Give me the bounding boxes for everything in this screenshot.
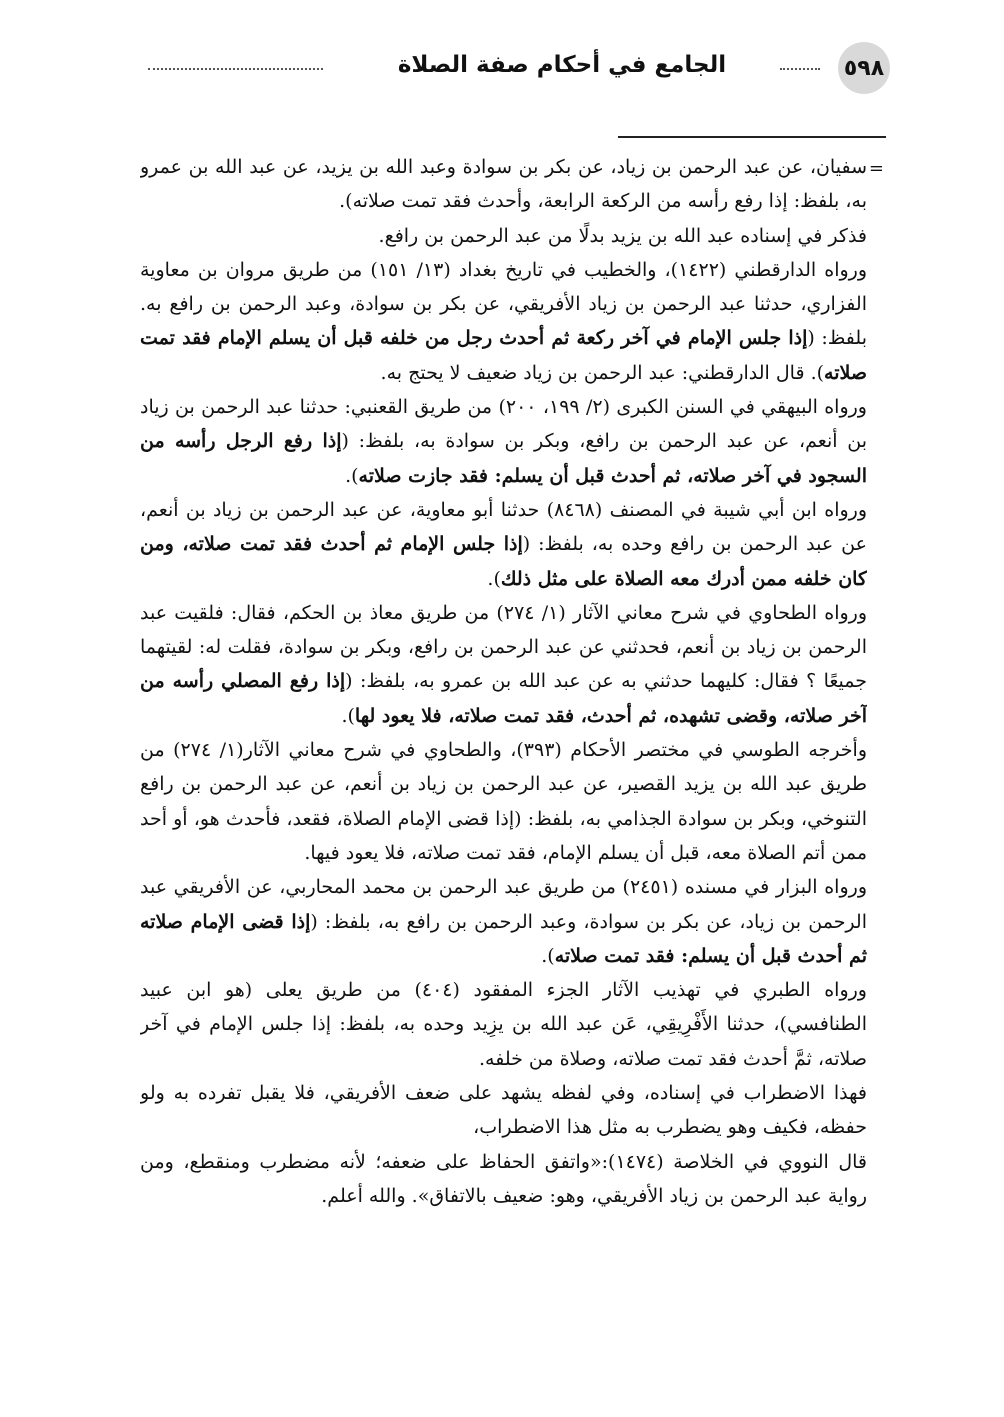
header-dots-right [780,68,820,70]
text-run: سفيان، عن عبد الرحمن بن زياد، عن بكر بن سوادة وعبد الله بن يزيد، عن عبد الله بن عمرو به، بلفظ: إذا رفع رأسه من الركعة الرابعة، وأحدث فقد تمت صلاته). [140,156,867,213]
quoted-text: إذا قضى الإمام صلاته ثم أحدث قبل أن يسلم: فقد تمت صلاته [140,910,867,967]
quoted-text: إذا رفع المصلي رأسه من آخر صلاته، وقضى تشهده، ثم أحدث، فقد تمت صلاته، فلا يعود لها [140,670,867,727]
book-title: الجامع في أحكام صفة الصلاة [397,52,727,78]
text-run: ). [541,944,555,967]
text-run: وأخرجه الطوسي في مختصر الأحكام (٣٩٣)، والطحاوي في شرح معاني الآثار(١/ ٢٧٤) من طريق عبد الله بن يزيد القصير، عن عبد الرحمن بن زياد بن أنعم، عن عبد الرحمن بن رافع التنوخي، وبكر بن سوادة الجذامي به، بلفظ: (إذا قضى الإمام الصلاة، فقعد، فأحدث هو، أو أحد ممن أتم الصلاة معه، قبل أن يسلم الإمام، فقد تمت صلاته، فلا يعود فيها. [140,739,867,864]
paragraph [140,253,867,390]
continuation-mark: = [868,158,884,179]
paragraph [140,390,867,493]
text-run: ). [341,704,355,727]
header-dots-left [148,68,323,70]
footnote-body [140,150,867,1330]
text-run: ورواه الدارقطني (١٤٢٢)، والخطيب في تاريخ بغداد (١٣/ ١٥١) من طريق مروان بن معاوية الفزاري، حدثنا عبد الرحمن بن زياد الأفريقي، عن بكر بن سوادة، وعبد الرحمن بن رافع به. بلفظ: ( [140,258,867,350]
paragraph [140,493,867,596]
text-run: ). قال الدارقطني: عبد الرحمن بن زياد ضعيف لا يحتج به. [380,361,825,384]
text-run: ورواه البزار في مسنده (٢٤٥١) من طريق عبد الرحمن بن محمد المحاربي، عن الأفريقي عبد الرحمن بن زياد، عن بكر بن سوادة، وعبد الرحمن بن رافع به، بلفظ: ( [140,876,867,933]
footnote-separator [618,136,886,138]
quoted-text: إذا جلس الإمام في آخر ركعة ثم أحدث رجل من خلفه قبل أن يسلم الإمام فقد تمت صلاته [140,327,867,384]
text-run: فهذا الاضطراب في إسناده، وفي لفظه يشهد على ضعف الأفريقي، فلا يقبل تفرده به ولو حفظه، فكيف وهو يضطرب به مثل هذا الاضطراب، [140,1082,867,1139]
text-run: قال النووي في الخلاصة (١٤٧٤):«واتفق الحفاظ على ضعفه؛ لأنه مضطرب ومنقطع، ومن رواية عبد الرحمن بن زياد الأفريقي، وهو: ضعيف بالاتفاق». والله أعلم. [140,1150,867,1207]
text-run: ورواه ابن أبي شيبة في المصنف (٨٤٦٨) حدثنا أبو معاوية، عن عبد الرحمن بن زياد بن أنعم، عن عبد الرحمن بن رافع وحده به، بلفظ: ( [140,498,867,556]
text-run: ورواه البيهقي في السنن الكبرى (٢/ ١٩٩، ٢٠٠) من طريق القعنبي: حدثنا عبد الرحمن بن زياد بن أنعم، عن عبد الرحمن بن رافع، وبكر بن سوادة به، بلفظ: ( [140,396,867,453]
text-run: فذكر في إسناده عبد الله بن يزيد بدلًا من عبد الرحمن بن رافع. [378,224,867,247]
text-run: ). [345,464,359,487]
paragraph [140,973,867,1076]
text-run: ورواه الطحاوي في شرح معاني الآثار (١/ ٢٧٤) من طريق معاذ بن الحكم، فقال: فلقيت عبد الرحمن بن زياد بن أنعم، فحدثني عن عبد الرحمن بن رافع، وبكر بن سوادة، فقلت له: لقيتهما جميعًا ؟ فقال: كليهما حدثني به عن عبد الله بن عمرو به، بلفظ: ( [140,601,867,693]
text-run: ورواه الطبري في تهذيب الآثار الجزء المفقود (٤٠٤) من طريق يعلى (هو ابن عبيد الطنافسي)، حدثنا الأَفْرِيقِي، عَن عبد الله بن يزِيد وحده به، بلفظ: إذا جلس الإمام في آخر صلاته، ثمَّ أحدث فقد تمت صلاته، وصلاة من خلفه. [140,979,867,1070]
page-number: ٥٩٨ [838,42,890,94]
paragraph [140,1145,867,1214]
page-header [140,42,890,102]
paragraph [140,150,867,219]
paragraph [140,219,867,253]
quoted-text: إذا رفع الرجل رأسه من السجود في آخر صلاته، ثم أحدث قبل أن يسلم: فقد جازت صلاته [140,430,867,487]
paragraph [140,1076,867,1145]
paragraph [140,733,867,870]
paragraph [140,596,867,733]
text-run: ). [487,567,501,590]
quoted-text: إذا جلس الإمام ثم أحدث فقد تمت صلاته، ومن كان خلفه ممن أدرك معه الصلاة على مثل ذلك [140,533,867,590]
paragraph [140,870,867,973]
